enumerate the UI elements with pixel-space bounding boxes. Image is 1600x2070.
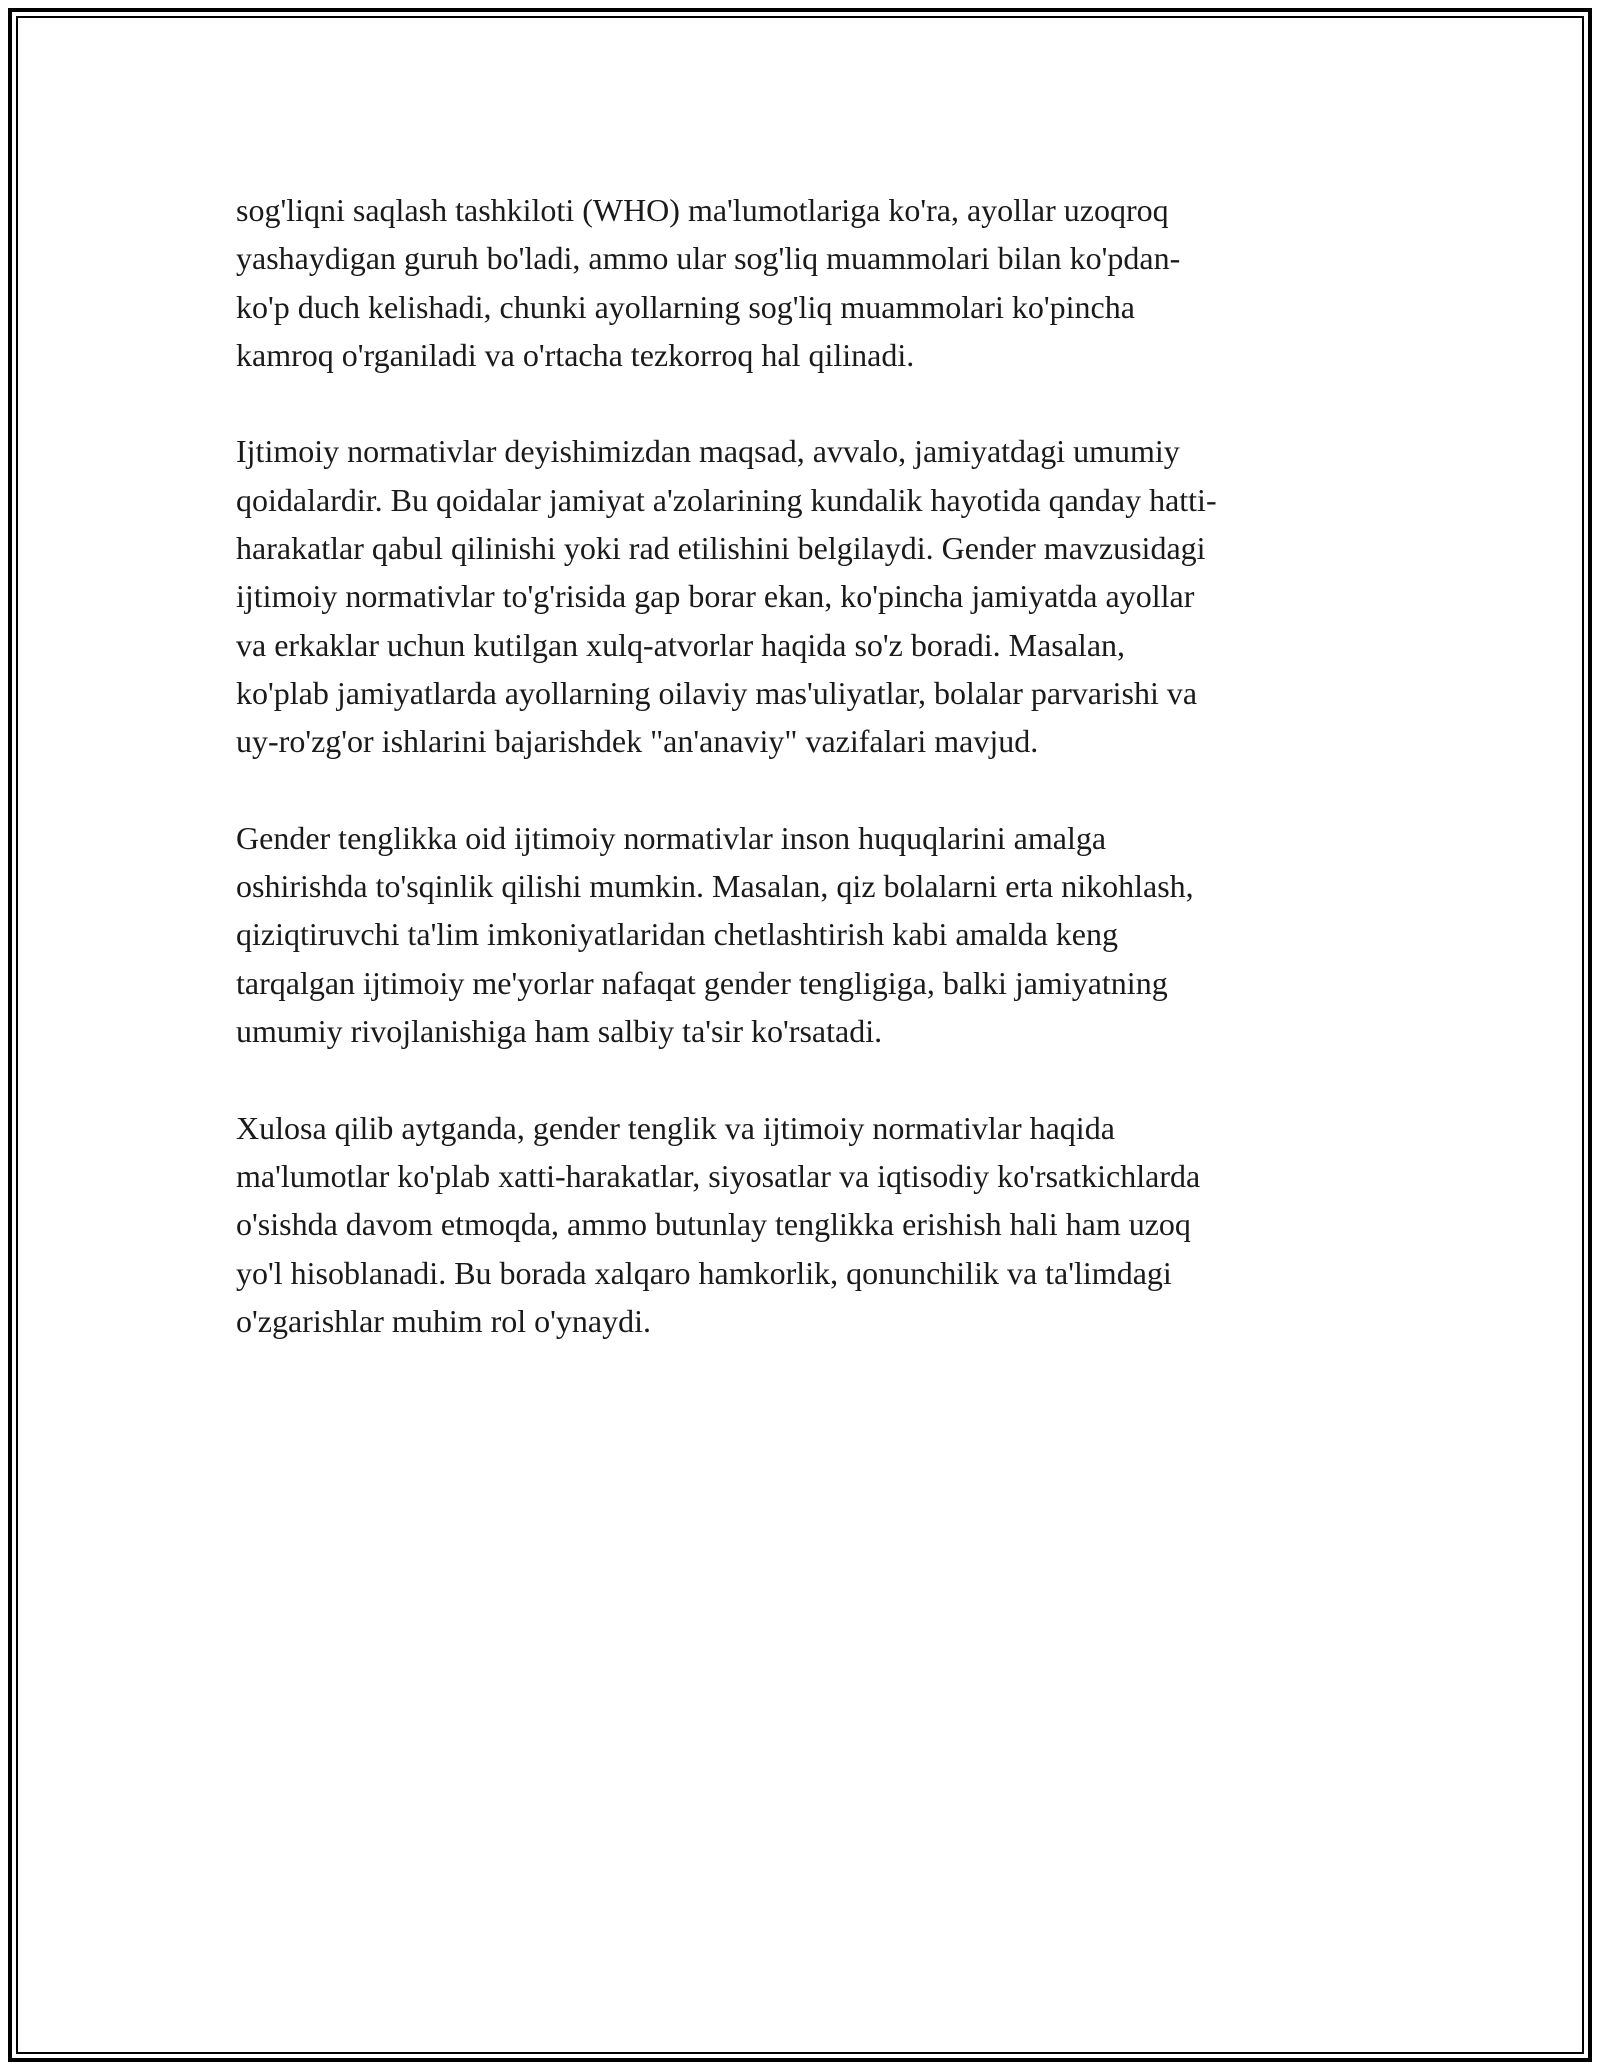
text-line: ijtimoiy normativlar to'g'risida gap borar ekan, ko'pincha jamiyatda ayollar: [236, 578, 1195, 615]
paragraph-4: [236, 1104, 1376, 1345]
text-line: umumiy rivojlanishiga ham salbiy ta'sir ko'rsatadi.: [236, 1013, 883, 1050]
text-line: harakatlar qabul qilinishi yoki rad etilishini belgilaydi. Gender mavzusidagi: [236, 530, 1206, 567]
text-line: va erkaklar uchun kutilgan xulq-atvorlar haqida so'z boradi. Masalan,: [236, 626, 1126, 663]
text-line: sog'liqni saqlash tashkiloti (WHO) ma'lumotlariga ko'ra, ayollar uzoqroq: [236, 192, 1169, 228]
text-line: ko'p duch kelishadi, chunki ayollarning sog'liq muammolari ko'pincha: [236, 288, 1135, 325]
text-line: o'zgarishlar muhim rol o'ynaydi.: [236, 1302, 651, 1339]
text-line: Ijtimoiy normativlar deyishimizdan maqsad, avvalo, jamiyatdagi umumiy: [236, 433, 1180, 470]
text-line: o'sishda davom etmoqda, ammo butunlay tenglikka erishish hali ham uzoq: [236, 1206, 1191, 1243]
text-line: qoidalardir. Bu qoidalar jamiyat a'zolarining kundalik hayotida qanday hatti-: [236, 481, 1217, 518]
text-line: tarqalgan ijtimoiy me'yorlar nafaqat gender tengligiga, balki jamiyatning: [236, 964, 1168, 1001]
paragraph-2: [236, 427, 1376, 765]
text-line: qiziqtiruvchi ta'lim imkoniyatlaridan chetlashtirish kabi amalda keng: [236, 916, 1118, 953]
document-body: [236, 186, 1376, 1393]
text-line: uy-ro'zg'or ishlarini bajarishdek "an'anaviy" vazifalari mavjud.: [236, 723, 1039, 760]
text-line: yo'l hisoblanadi. Bu borada xalqaro hamkorlik, qonunchilik va ta'limdagi: [236, 1254, 1172, 1291]
text-line: ko'plab jamiyatlarda ayollarning oilaviy mas'uliyatlar, bolalar parvarishi va: [236, 674, 1198, 711]
text-line: kamroq o'rganiladi va o'rtacha tezkorroq hal qilinadi.: [236, 336, 915, 373]
text-line: oshirishda to'sqinlik qilishi mumkin. Masalan, qiz bolalarni erta nikohlash,: [236, 868, 1194, 905]
paragraph-1: [236, 186, 1376, 379]
text-line: Xulosa qilib aytganda, gender tenglik va ijtimoiy normativlar haqida: [236, 1109, 1115, 1146]
text-line: yashaydigan guruh bo'ladi, ammo ular sog'liq muammolari bilan ko'pdan-: [236, 240, 1181, 277]
text-line: ma'lumotlar ko'plab xatti-harakatlar, siyosatlar va iqtisodiy ko'rsatkichlarda: [236, 1157, 1201, 1194]
text-line: Gender tenglikka oid ijtimoiy normativlar inson huquqlarini amalga: [236, 819, 1107, 856]
paragraph-3: [236, 814, 1376, 1055]
